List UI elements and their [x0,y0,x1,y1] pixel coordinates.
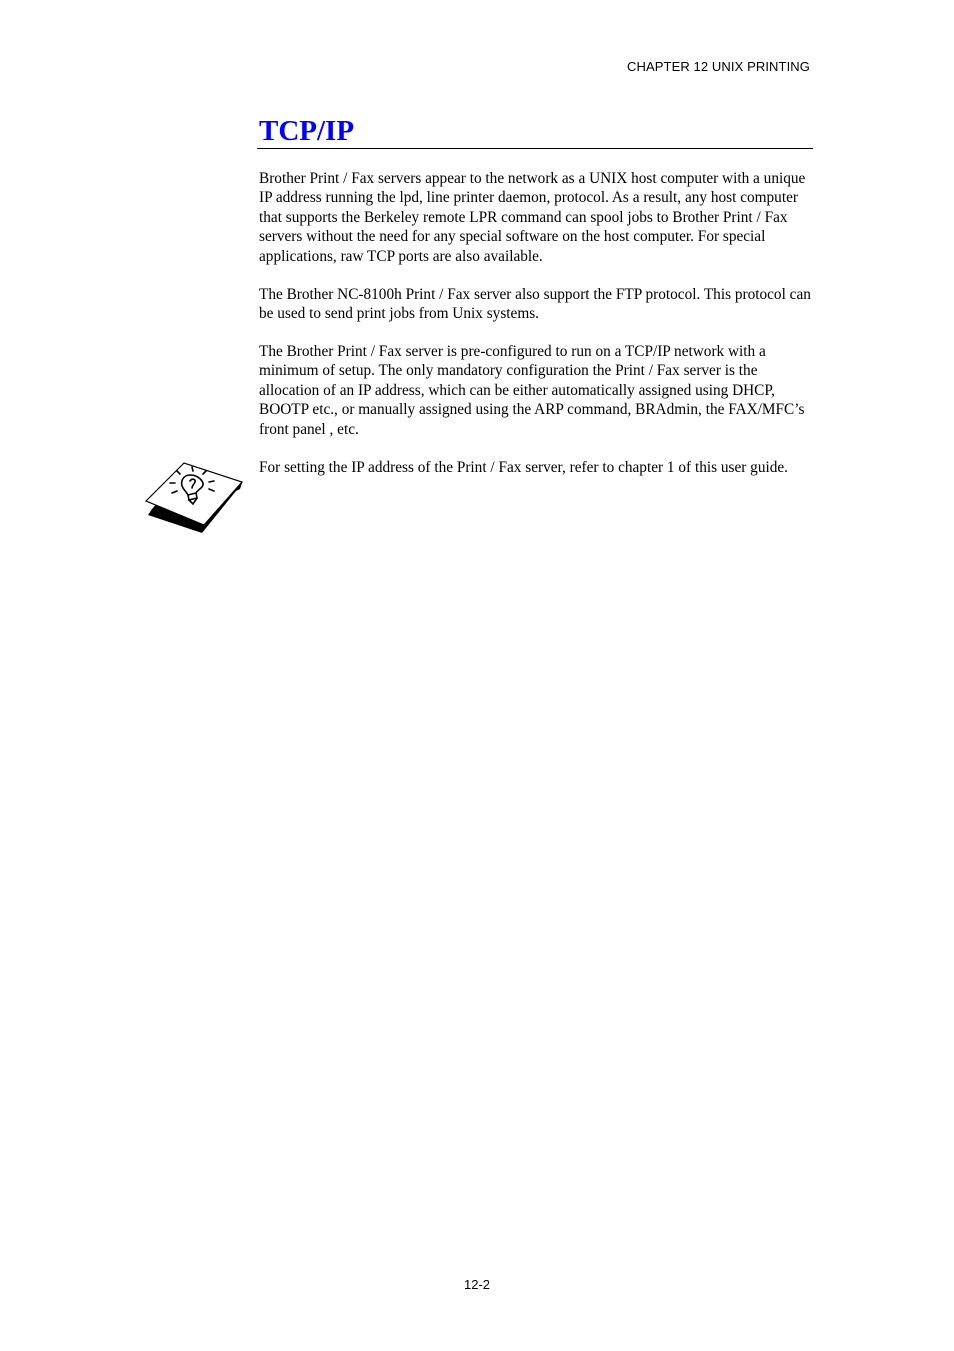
lightbulb-note-icon [142,459,248,537]
paragraph-lpd-overview: Brother Print / Fax servers appear to the network as a UNIX host computer with a unique IP address running the lpd, line printer daemon, protocol. As a result, any host computer that supports the Berkeley remote LPR command can spool jobs to Brother Print / Fax servers without the need for any special software on the host computer. For special applications, raw TCP ports are also available. [259,170,806,265]
section-title: TCP/IP [259,115,355,147]
page-number: 12-2 [463,1277,491,1292]
paragraph-ftp-support: The Brother NC-8100h Print / Fax server also support the FTP protocol. This protocol can be used to send print jobs from Unix systems. [259,286,811,323]
note-text: For setting the IP address of the Print / Fax server, refer to chapter 1 of this user guide. [259,459,788,476]
running-header: CHAPTER 12 UNIX PRINTING [627,59,810,74]
title-divider [257,148,813,149]
paragraph-ip-configuration: The Brother Print / Fax server is pre-configured to run on a TCP/IP network with a minimum of setup. The only mandatory configuration the Print / Fax server is the allocation of an IP address, which can be either automatically assigned using DHCP, BOOTP etc., or manually assigned using the ARP command, BRAdmin, the FAX/MFC’s front panel , etc. [259,343,805,438]
